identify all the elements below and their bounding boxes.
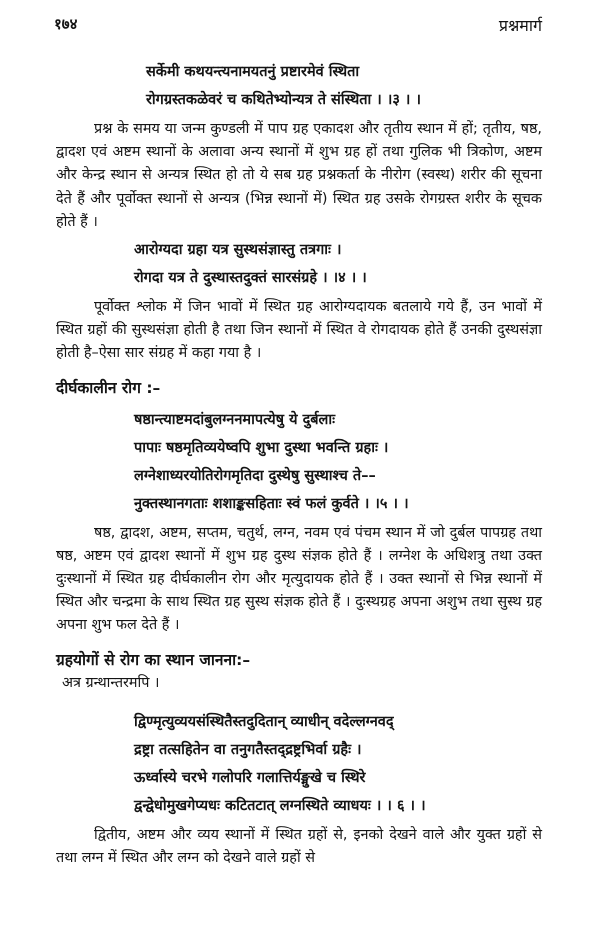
verse-line: नुक्तस्थानगताः शशाङ्कसहिताः स्वं फलं कुर्वते । ।५ । । — [134, 495, 409, 512]
commentary-paragraph — [56, 118, 542, 234]
commentary-paragraph — [56, 824, 542, 870]
verse-6 — [134, 708, 542, 820]
page-number: १७४ — [54, 15, 78, 33]
verse-line: सर्केमी कथयन्त्यनामयतनुं प्रष्टारमेवं स्थिता — [146, 64, 360, 80]
verse-line: रोगग्रस्तकळेवरं च कथितेभ्योन्यत्र ते संस्थिता । ।३ । । — [146, 92, 421, 108]
paragraph-text: षष्ठ, द्वादश, अष्टम, सप्तम, चतुर्थ, लग्न, नवम एवं पंचम स्थान में जो दुर्बल पापग्रह तथा षष्ठ, अष्टम एवं द्वादश स्थानों में शुभ ग्रह दुस्थ संज्ञक होते हैं । लग्नेश के अधिशत्रु तथा उक्त दुःस्थानों में स्थित ग्रह दीर्घकालीन रोग और मृत्युदायक होते हैं । उक्त स्थानों से भिन्न स्थानों में स्थित और चन्द्रमा के साथ स्थित ग्रह सुस्थ संज्ञक होते हैं । दुःस्थग्रह अपना अशुभ तथा सुस्थ ग्रह अपना शुभ फल देते हैं । — [56, 524, 542, 634]
verse-3 — [146, 58, 542, 114]
verse-line: रोगदा यत्र ते दुस्थास्तदुक्तं सारसंग्रहे । ।४ । । — [134, 270, 367, 287]
paragraph-text: पूर्वोक्त श्लोक में जिन भावों में स्थित ग्रह आरोग्यदायक बतलाये गये हैं, उन भावों में स्थित ग्रहों की सुस्थसंज्ञा होती है तथा जिन स्थानों में स्थित वे रोगदायक होते हैं उनकी दुस्थसंज्ञा होती है–ऐसा सार संग्रह में कहा गया है । — [56, 299, 542, 362]
commentary-paragraph — [56, 522, 542, 638]
paragraph-text: प्रश्न के समय या जन्म कुण्डली में पाप ग्रह एकादश और तृतीय स्थान में हों; तृतीय, षष्ठ, द्वादश एवं अष्टम स्थानों के अलावा अन्य स्थानों में शुभ ग्रह हों तथा गुलिक भी त्रिकोण, अष्टम और केन्द्र स्थान से अन्यत्र स्थित हो तो ये सब ग्रह प्रश्नकर्ता के नीरोग (स्वस्थ) शरीर की सूचना देते हैं और पूर्वोक्त स्थानों से अन्यत्र (भिन्न स्थानों में) स्थित ग्रह उसके रोगग्रस्त शरीर के सूचक होते हैं । — [56, 121, 542, 230]
page-header — [54, 14, 542, 36]
verse-line: लग्नेशाध्यरयोतिरोगमृतिदा दुस्थेषु सुस्थाश्च ते–– — [134, 467, 376, 484]
page-content — [56, 58, 542, 870]
verse-line: षष्ठान्त्याष्टमदांबुलग्ननमापत्येषु ये दुर्बलाः — [134, 411, 336, 428]
verse-5 — [134, 406, 542, 518]
verse-4 — [134, 236, 542, 292]
verse-line: पापाः षष्ठमृतिव्ययेष्वपि शुभा दुस्था भवन्ति ग्रहाः । — [134, 439, 389, 456]
commentary-paragraph — [56, 296, 542, 366]
verse-line: द्विण्मृत्युव्ययसंस्थितैस्तदुदितान् व्याधीन् वदेल्लग्नवद् — [134, 713, 394, 730]
section-heading-chronic-disease: दीर्घकालीन रोग :– — [56, 378, 161, 397]
source-note: अत्र ग्रन्थान्तरमपि । — [62, 674, 160, 691]
running-title: प्रश्नमार्ग — [498, 16, 542, 35]
verse-line: ऊर्ध्वास्ये चरभे गलोपरि गलात्तिर्यङ्मुखे च स्थिरे — [134, 769, 366, 786]
verse-line: द्वन्द्वेधोमुखगेप्यधः कटितटात् लग्नस्थिते व्याधयः । । ६ । । — [134, 797, 426, 814]
verse-line: द्रष्ट्रा तत्सहितेन वा तनुगतैस्तद्द्रष्ट्रभिर्वा ग्रहैः । — [134, 741, 362, 758]
verse-line: आरोग्यदा ग्रहा यत्र सुस्थसंज्ञास्तु तत्रगाः । — [134, 242, 342, 259]
paragraph-text: द्वितीय, अष्टम और व्यय स्थानों में स्थित ग्रहों से, इनको देखने वाले और युक्त ग्रहों से तथा लग्न में स्थित और लग्न को देखने वाले ग्रहों से — [56, 826, 542, 866]
section-heading-disease-location: ग्रहयोगों से रोग का स्थान जानना:– — [56, 650, 251, 669]
